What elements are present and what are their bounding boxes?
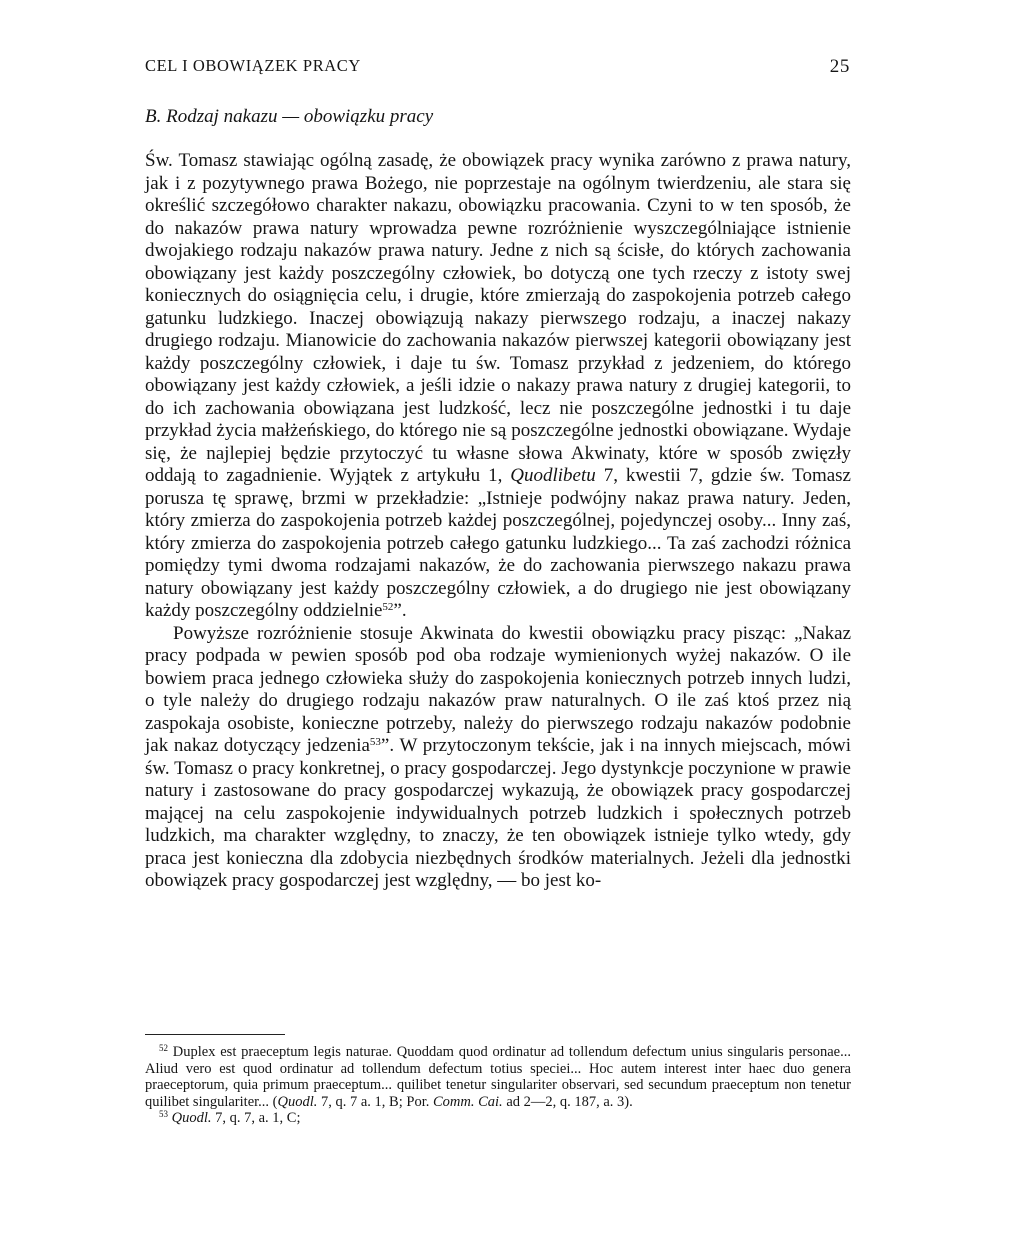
main-text bbox=[145, 150, 851, 893]
running-title: CEL I OBOWIĄZEK PRACY bbox=[145, 56, 361, 75]
footnote-text: Duplex est praeceptum legis naturae. Quoddam quod ordinatur ad tollendum defectum unius singularis personae... Aliud vero est quod ordinatur ad tollendum defectum totius speciei... Hoc autem interest inter haec duo genera praeceptorum, quia primum praeceptum... quilibet tenetur singulariter observari, sed secundum praeceptum non tenetur quilibet singulariter... ( bbox=[145, 1044, 851, 1110]
footnote-text: ad 2—2, q. 187, a. 3). bbox=[502, 1093, 633, 1110]
footnote-text: 7, q. 7, a. 1, C; bbox=[211, 1110, 301, 1126]
footnote-ref: 53 bbox=[369, 736, 381, 748]
footnote bbox=[145, 1110, 851, 1127]
work-title: Quodlibetu bbox=[510, 465, 596, 486]
paragraph-text: Powyższe rozróżnienie stosuje Akwinata do kwestii obowiązku pracy pisząc: „Nakaz pracy podpada w pewien sposób pod oba rodzaje wymienionych wyżej nakazów. O ile bowiem praca jednego człowieka służy do zaspokojenia koniecznych potrzeb innych ludzi, o tyle należy do drugiego rodzaju nakazów praw naturalnych. O ile zaś ktoś przez nią zaspokaja osobiste, konieczne potrzeby, należy do pierwszego rodzaju nakazów podobnie jak nakaz dotyczący jedzenia bbox=[145, 622, 851, 756]
footnote bbox=[145, 1044, 851, 1110]
paragraph-text: 7, kwestii 7, gdzie św. Tomasz porusza tę sprawę, brzmi w przekładzie: „Istnieje podwójny nakaz prawa natury. Jeden, który zmierza do zaspokojenia potrzeb każdej poszczególnej, pojedynczej osoby... Inny zaś, który zmierza do zaspokojenia potrzeb całego gatunku ludzkiego... Ta zaś zachodzi różnica pomiędzy tymi dwoma rodzajami nakazów, że do zachowania pierwszego nakazu prawa natury obowiązany jest każdy poszczególny człowiek, a do drugiego nie jest obowiązany każdy poszczególny oddzielnie bbox=[145, 465, 851, 621]
paragraph-text: ”. W przytoczonym tekście, jak i na innych miejscach, mówi św. Tomasz o pracy konkretnej, o pracy gospodarczej. Jego dystynkcje poczynione w prawie natury i zastosowane do pracy gospodarczej wykazują, że obowiązek pracy gospodarczej mającej na celu zaspokojenie indywidualnych potrzeb ludzkich i społecznych potrzeb ludzkich, ma charakter względny, to znaczy, że ten obowiązek istnieje tylko wtedy, gdy praca jest konieczna dla zdobycia niezbędnych środków materialnych. Jeżeli dla jednostki obowiązek pracy gospodarczej jest względny, — bo jest ko- bbox=[145, 735, 851, 891]
footnotes bbox=[145, 1044, 851, 1127]
page-number: 25 bbox=[829, 56, 850, 77]
footnote-mark: 52 bbox=[159, 1043, 168, 1053]
paragraph-text: Św. Tomasz stawiając ogólną zasadę, że obowiązek pracy wynika zarówno z prawa natury, jak i z pozytywnego prawa Bożego, nie poprzestaje na ogólnym twierdzeniu, ale stara się określić szczegółowo charakter nakazu, obowiązku pracowania. Czyni to w ten sposób, że do nakazów prawa natury wprowadza pewne rozróżnienie wyszczególniające istnienie dwojakiego rodzaju nakazów prawa natury. Jedne z nich są ścisłe, do których zachowania obowiązany jest każdy poszczególny człowiek, bo dotyczą one tych rzeczy z istoty swej koniecznych do osiągnięcia celu, i drugie, które zmierzają do zaspokojenia potrzeb całego gatunku ludzkiego. Inaczej obowiązują nakazy pierwszego rodzaju, a inaczej nakazy drugiego rodzaju. Mianowicie do zachowania nakazów pierwszej kategorii obowiązany jest każdy poszczególny człowiek, i daje tu św. Tomasz przykład z jedzeniem, do którego obowiązany jest każdy człowiek, a jeśli idzie o nakazy prawa natury z drugiej kategorii, to do ich zachowania obowiązana jest ludzkość, lecz nie poszczególne jednostki i tu daje przykład życia małżeńskiego, do którego nie są poszczególne jednostki obowiązane. Wydaje się, że najlepiej będzie przytoczyć tu własne słowa Akwinaty, które w sposób zwięzły oddają to zagadnienie. Wyjątek z artykułu 1, bbox=[145, 150, 851, 486]
footnote-text: 7, q. 7 a. 1, B; Por. bbox=[317, 1093, 433, 1110]
footnote-mark: 53 bbox=[159, 1109, 168, 1119]
paragraph bbox=[145, 150, 851, 623]
citation-title: Comm. Cai. bbox=[432, 1093, 503, 1110]
footnote-divider bbox=[145, 1034, 285, 1035]
paragraph-text: ”. bbox=[393, 600, 407, 621]
citation-title: Quodl. bbox=[277, 1093, 318, 1110]
footnote-ref: 52 bbox=[382, 601, 394, 613]
section-heading: B. Rodzaj nakazu — obowiązku pracy bbox=[145, 106, 434, 127]
paragraph bbox=[145, 623, 851, 893]
citation-title: Quodl. bbox=[171, 1110, 212, 1126]
